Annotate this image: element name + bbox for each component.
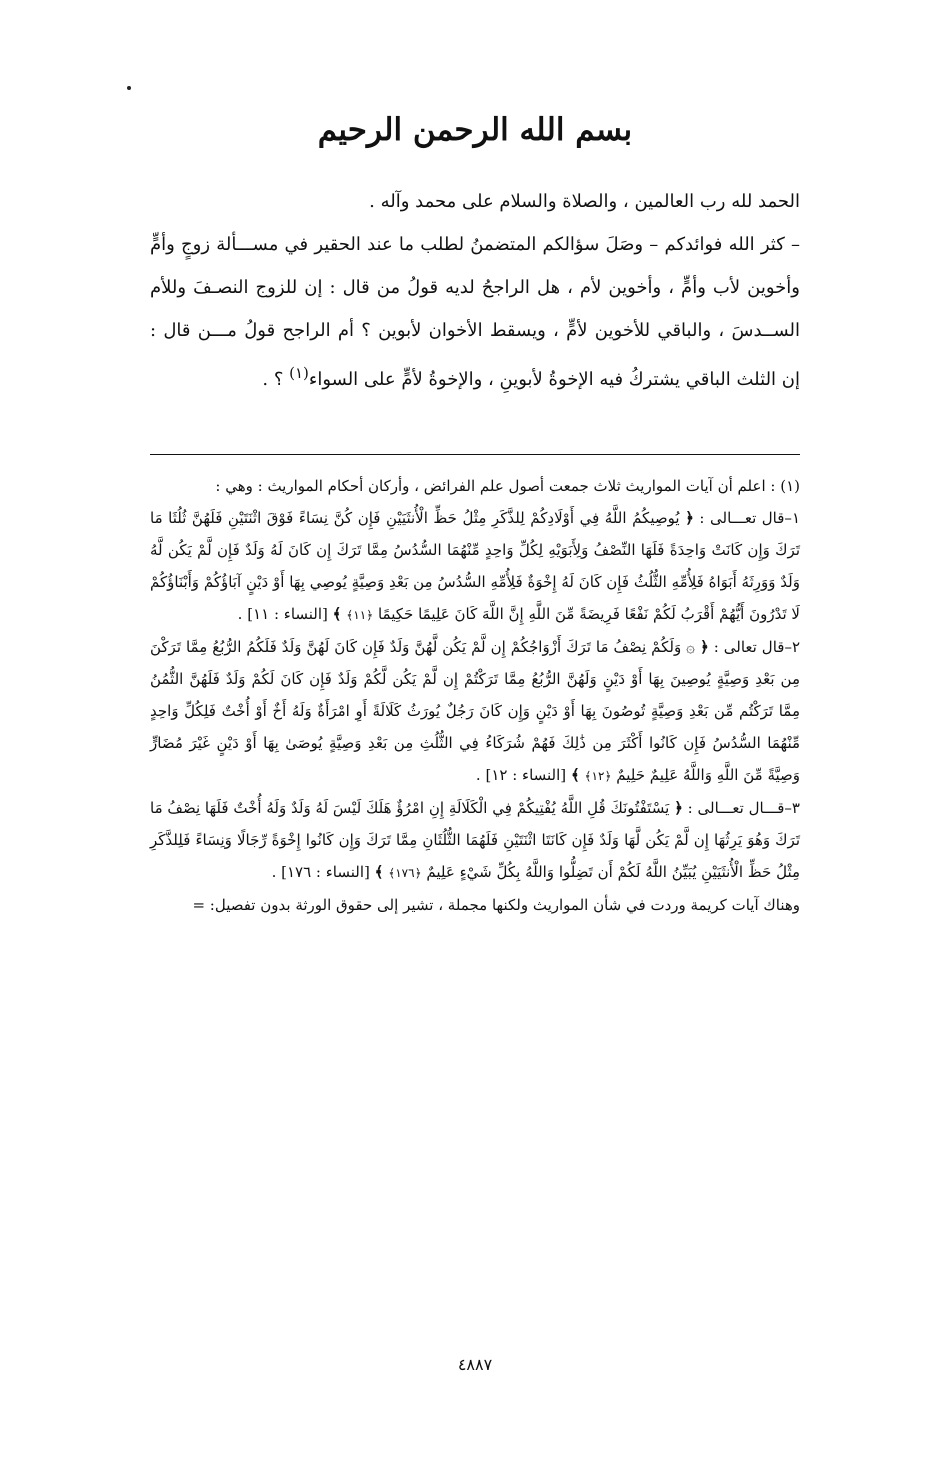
footnote-item-1	[150, 502, 800, 631]
verse-close-bracket: ﴾	[374, 863, 384, 881]
verse-number-icon: ﴿١٧٦﴾	[388, 866, 422, 880]
verse-open-bracket: ﴿	[699, 638, 709, 656]
main-text	[150, 180, 800, 401]
verse-number-icon: ﴿١١﴾	[346, 608, 374, 622]
footnote-marker[interactable]: (١)	[289, 364, 309, 382]
page-number: ٤٨٨٧	[457, 1355, 493, 1374]
verse-text: ۞ وَلَكُمْ نِصْفُ مَا تَرَكَ أَزْوَاجُكُمْ إِن لَّمْ يَكُن لَّهُنَّ وَلَدٌ فَإِن كَانَ لَهُنَّ وَلَدٌ فَلَكُمُ الرُّبُعُ مِمَّا تَرَكْنَ مِن بَعْدِ وَصِيَّةٍ يُوصِينَ بِهَا أَوْ دَيْنٍ وَلَهُنَّ الرُّبُعُ مِمَّا تَرَكْتُمْ إِن لَّمْ يَكُن لَّكُمْ وَلَدٌ فَإِن كَانَ لَكُمْ وَلَدٌ فَلَهُنَّ الثُّمُنُ مِمَّا تَرَكْتُم مِّن بَعْدِ وَصِيَّةٍ تُوصُونَ بِهَا أَوْ دَيْنٍ وَإِن كَانَ رَجُلٌ يُورَثُ كَلَالَةً أَوِ امْرَأَةٌ وَلَهُ أَخٌ أَوْ أُخْتٌ فَلِكُلِّ وَاحِدٍ مِّنْهُمَا السُّدُسُ فَإِن كَانُوا أَكْثَرَ مِن ذَٰلِكَ فَهُمْ شُرَكَاءُ فِي الثُّلُثِ مِن بَعْدِ وَصِيَّةٍ يُوصَىٰ بِهَا أَوْ دَيْنٍ غَيْرَ مُضَارٍّ وَصِيَّةً مِّنَ اللَّهِ وَاللَّهُ عَلِيمٌ حَلِيمٌ	[150, 638, 800, 784]
item-label: ٢–قال تعالى :	[713, 638, 801, 656]
page-title: بسم الله الرحمن الرحيم	[317, 112, 633, 148]
question-end: ؟ .	[262, 369, 290, 390]
verse-reference: [النساء : ١١] .	[237, 605, 328, 623]
footnotes	[150, 470, 800, 921]
verse-reference: [النساء : ١٢] .	[475, 766, 567, 784]
footnote-closing: وهناك آيات كريمة وردت في شأن المواريث ولكنها مجملة ، تشير إلى حقوق الورثة بدون تفصيل: =	[192, 896, 800, 914]
stray-dot	[127, 86, 131, 90]
footnote-item-2	[150, 631, 800, 792]
verse-open-bracket: ﴿	[674, 799, 683, 817]
item-label: ٣–قـــال تعـــالى :	[687, 799, 800, 817]
footnote-intro: (١) : اعلم أن آيات المواريث ثلاث جمعت أصول علم الفرائض ، وأركان أحكام المواريث : وهي :	[215, 477, 800, 495]
opening-paragraph: الحمد لله رب العالمين ، والصلاة والسلام على محمد وآله .	[369, 191, 800, 212]
question-text: – كثر الله فوائدكم – وصَلَ سؤالكم المتضمنُ لطلب ما عند الحقير في مســـألة زوجٍ وأمٍّ وأخوين لأب وأمٍّ ، وأخوين لأم ، هل الراجحُ لديه قولُ من قال : إن للزوج النصـفَ وللأم الســدسَ ، والباقي للأخوين لأمٍّ ، ويسقط الأخوان لأبوين ؟ أم الراجح قولُ مـــن قال : إن الثلث الباقي يشتركُ فيه الإخوةُ لأبوينِ ، والإخوةُ لأمٍّ على السواء	[150, 234, 800, 390]
footnote-divider	[150, 454, 800, 455]
footnote-item-3	[150, 792, 800, 889]
verse-reference: [النساء : ١٧٦] .	[271, 863, 370, 881]
question-paragraph	[150, 223, 800, 401]
item-label: ١–قال تعـــالى :	[699, 509, 800, 527]
verse-text: يَسْتَفْتُونَكَ قُلِ اللَّهُ يُفْتِيكُمْ فِي الْكَلَالَةِ إِنِ امْرُؤٌ هَلَكَ لَيْسَ لَهُ وَلَدٌ وَلَهُ أُخْتٌ فَلَهَا نِصْفُ مَا تَرَكَ وَهُوَ يَرِثُهَا إِن لَّمْ يَكُن لَّهَا وَلَدٌ فَإِن كَانَتَا اثْنَتَيْنِ فَلَهُمَا الثُّلُثَانِ مِمَّا تَرَكَ وَإِن كَانُوا إِخْوَةً رِّجَالًا وَنِسَاءً فَلِلذَّكَرِ مِثْلُ حَظِّ الْأُنثَيَيْنِ يُبَيِّنُ اللَّهُ لَكُمْ أَن تَضِلُّوا وَاللَّهُ بِكُلِّ شَيْءٍ عَلِيمٌ	[150, 799, 800, 881]
verse-open-bracket: ﴿	[685, 509, 694, 527]
verse-number-icon: ﴿١٢﴾	[584, 769, 612, 783]
verse-close-bracket: ﴾	[570, 766, 580, 784]
verse-close-bracket: ﴾	[332, 605, 342, 623]
verse-text: يُوصِيكُمُ اللَّهُ فِي أَوْلَادِكُمْ لِلذَّكَرِ مِثْلُ حَظِّ الْأُنثَيَيْنِ فَإِن كُنَّ نِسَاءً فَوْقَ اثْنَتَيْنِ فَلَهُنَّ ثُلُثَا مَا تَرَكَ وَإِن كَانَتْ وَاحِدَةً فَلَهَا النِّصْفُ وَلِأَبَوَيْهِ لِكُلِّ وَاحِدٍ مِّنْهُمَا السُّدُسُ مِمَّا تَرَكَ إِن كَانَ لَهُ وَلَدٌ فَإِن لَّمْ يَكُن لَّهُ وَلَدٌ وَوَرِثَهُ أَبَوَاهُ فَلِأُمِّهِ الثُّلُثُ فَإِن كَانَ لَهُ إِخْوَةٌ فَلِأُمِّهِ السُّدُسُ مِن بَعْدِ وَصِيَّةٍ يُوصِي بِهَا أَوْ دَيْنٍ آبَاؤُكُمْ وَأَبْنَاؤُكُمْ لَا تَدْرُونَ أَيُّهُمْ أَقْرَبُ لَكُمْ نَفْعًا فَرِيضَةً مِّنَ اللَّهِ إِنَّ اللَّهَ كَانَ عَلِيمًا حَكِيمًا	[150, 509, 800, 623]
